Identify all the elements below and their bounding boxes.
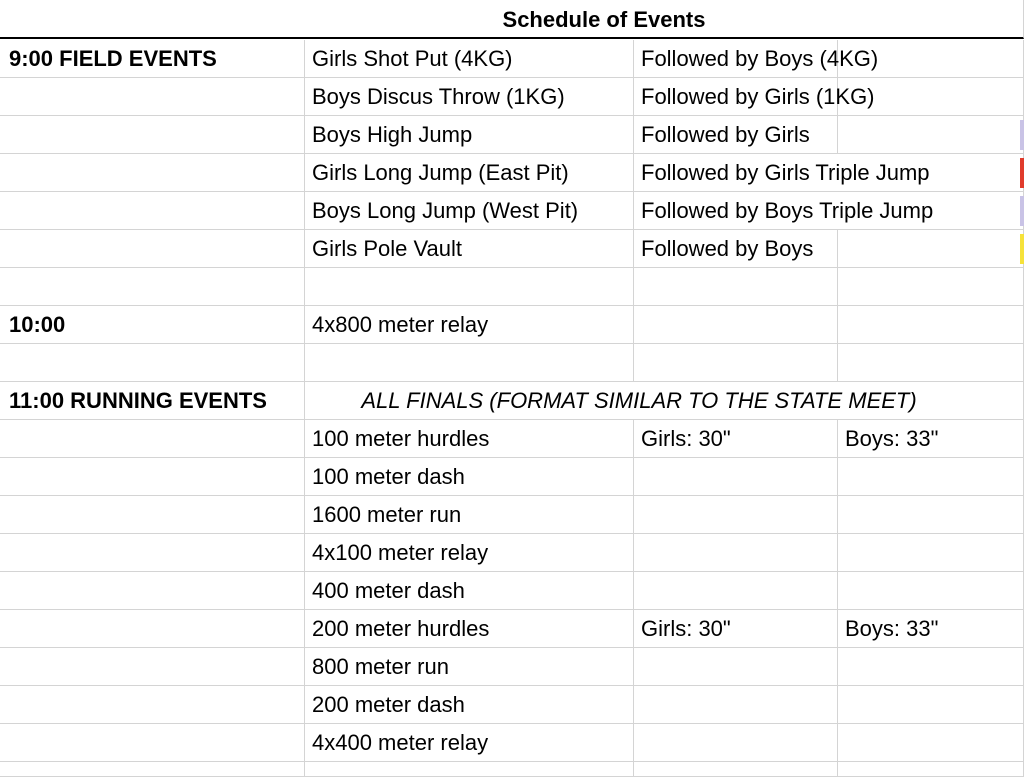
empty-cell[interactable] [838, 230, 1024, 268]
table-row [0, 610, 1024, 648]
note-cell[interactable] [634, 40, 879, 78]
table-row [0, 534, 1024, 572]
table-row [0, 40, 1024, 78]
event-cell[interactable]: Girls Shot Put (4KG) [305, 40, 634, 78]
table-row [0, 154, 1024, 192]
color-edge-marker [1020, 196, 1024, 226]
event-cell[interactable]: 800 meter run [305, 648, 634, 686]
empty-cell[interactable] [0, 344, 305, 382]
empty-cell[interactable] [838, 306, 1024, 344]
relay-time-label[interactable]: 10:00 [0, 306, 305, 344]
blank-row [0, 268, 1024, 306]
table-row [0, 382, 1024, 420]
empty-cell[interactable] [0, 230, 305, 268]
note-cell[interactable] [634, 154, 930, 192]
table-row [0, 572, 1024, 610]
girls-height-cell[interactable] [634, 686, 838, 724]
girls-height-cell[interactable] [634, 496, 838, 534]
empty-cell[interactable] [0, 154, 305, 192]
note-cell[interactable] [634, 116, 838, 154]
title-row [0, 0, 1024, 38]
note-text: Followed by Girls Triple Jump [641, 160, 930, 185]
color-edge-marker [1020, 120, 1024, 150]
table-row [0, 306, 1024, 344]
running-events-label[interactable]: 11:00 RUNNING EVENTS [0, 382, 305, 420]
note-text: Followed by Boys Triple Jump [641, 198, 934, 223]
event-cell[interactable]: Boys Long Jump (West Pit) [305, 192, 634, 230]
boys-height-cell[interactable]: Boys: 33" [838, 610, 1024, 648]
boys-height-cell[interactable] [838, 572, 1024, 610]
note-text: Followed by Girls (1KG) [641, 84, 875, 109]
event-cell[interactable]: 100 meter dash [305, 458, 634, 496]
girls-height-cell[interactable] [634, 724, 838, 762]
girls-height-cell[interactable]: Girls: 30" [634, 610, 838, 648]
empty-cell[interactable] [838, 116, 1024, 154]
blank-row [0, 762, 1024, 777]
empty-cell[interactable] [0, 762, 305, 777]
event-cell[interactable]: 1600 meter run [305, 496, 634, 534]
girls-height-cell[interactable] [634, 572, 838, 610]
table-row [0, 496, 1024, 534]
empty-cell[interactable] [0, 648, 305, 686]
empty-cell[interactable] [0, 268, 305, 306]
field-events-label[interactable]: 9:00 FIELD EVENTS [0, 40, 305, 78]
event-cell[interactable]: 4x400 meter relay [305, 724, 634, 762]
empty-cell[interactable] [0, 420, 305, 458]
table-row [0, 116, 1024, 154]
table-row [0, 648, 1024, 686]
empty-cell[interactable] [0, 116, 305, 154]
empty-cell[interactable] [0, 458, 305, 496]
note-cell[interactable] [634, 78, 875, 116]
boys-height-cell[interactable] [838, 496, 1024, 534]
empty-cell[interactable] [0, 496, 305, 534]
empty-cell[interactable] [634, 268, 838, 306]
note-cell[interactable] [634, 192, 934, 230]
event-cell[interactable]: Girls Pole Vault [305, 230, 634, 268]
empty-cell[interactable] [0, 534, 305, 572]
empty-cell[interactable] [0, 572, 305, 610]
note-cell[interactable] [634, 230, 838, 268]
color-edge-marker [1020, 158, 1024, 188]
girls-height-cell[interactable] [634, 648, 838, 686]
empty-cell[interactable] [838, 344, 1024, 382]
empty-cell[interactable] [0, 686, 305, 724]
empty-cell[interactable] [0, 724, 305, 762]
table-row [0, 724, 1024, 762]
boys-height-cell[interactable]: Boys: 33" [838, 420, 1024, 458]
empty-cell[interactable] [634, 762, 838, 777]
table-row [0, 458, 1024, 496]
note-text: Followed by Boys (4KG) [641, 46, 879, 71]
event-cell[interactable]: 400 meter dash [305, 572, 634, 610]
running-events-note[interactable]: ALL FINALS (FORMAT SIMILAR TO THE STATE MEET) [305, 382, 1024, 420]
girls-height-cell[interactable] [634, 458, 838, 496]
sheet-title[interactable]: Schedule of Events [0, 0, 1024, 39]
girls-height-cell[interactable] [634, 534, 838, 572]
empty-cell[interactable] [0, 192, 305, 230]
boys-height-cell[interactable] [838, 724, 1024, 762]
empty-cell[interactable] [305, 762, 634, 777]
event-cell[interactable]: Girls Long Jump (East Pit) [305, 154, 634, 192]
empty-cell[interactable] [634, 306, 838, 344]
empty-cell[interactable] [305, 344, 634, 382]
empty-cell[interactable] [0, 610, 305, 648]
table-row [0, 192, 1024, 230]
boys-height-cell[interactable] [838, 686, 1024, 724]
boys-height-cell[interactable] [838, 458, 1024, 496]
event-cell[interactable]: 200 meter hurdles [305, 610, 634, 648]
empty-cell[interactable] [305, 268, 634, 306]
table-row [0, 420, 1024, 458]
table-row [0, 686, 1024, 724]
event-cell[interactable]: 4x800 meter relay [305, 306, 634, 344]
empty-cell[interactable] [838, 268, 1024, 306]
empty-cell[interactable] [0, 78, 305, 116]
empty-cell[interactable] [838, 762, 1024, 777]
boys-height-cell[interactable] [838, 648, 1024, 686]
note-text: Followed by Girls [641, 122, 810, 147]
event-cell[interactable]: 100 meter hurdles [305, 420, 634, 458]
girls-height-cell[interactable]: Girls: 30" [634, 420, 838, 458]
event-cell[interactable]: 200 meter dash [305, 686, 634, 724]
event-cell[interactable]: Boys Discus Throw (1KG) [305, 78, 634, 116]
table-row [0, 230, 1024, 268]
event-cell[interactable]: Boys High Jump [305, 116, 634, 154]
empty-cell[interactable] [634, 344, 838, 382]
event-cell[interactable]: 4x100 meter relay [305, 534, 634, 572]
blank-row [0, 344, 1024, 382]
table-row [0, 78, 1024, 116]
color-edge-marker [1020, 234, 1024, 264]
note-text: Followed by Boys [641, 236, 814, 261]
boys-height-cell[interactable] [838, 534, 1024, 572]
